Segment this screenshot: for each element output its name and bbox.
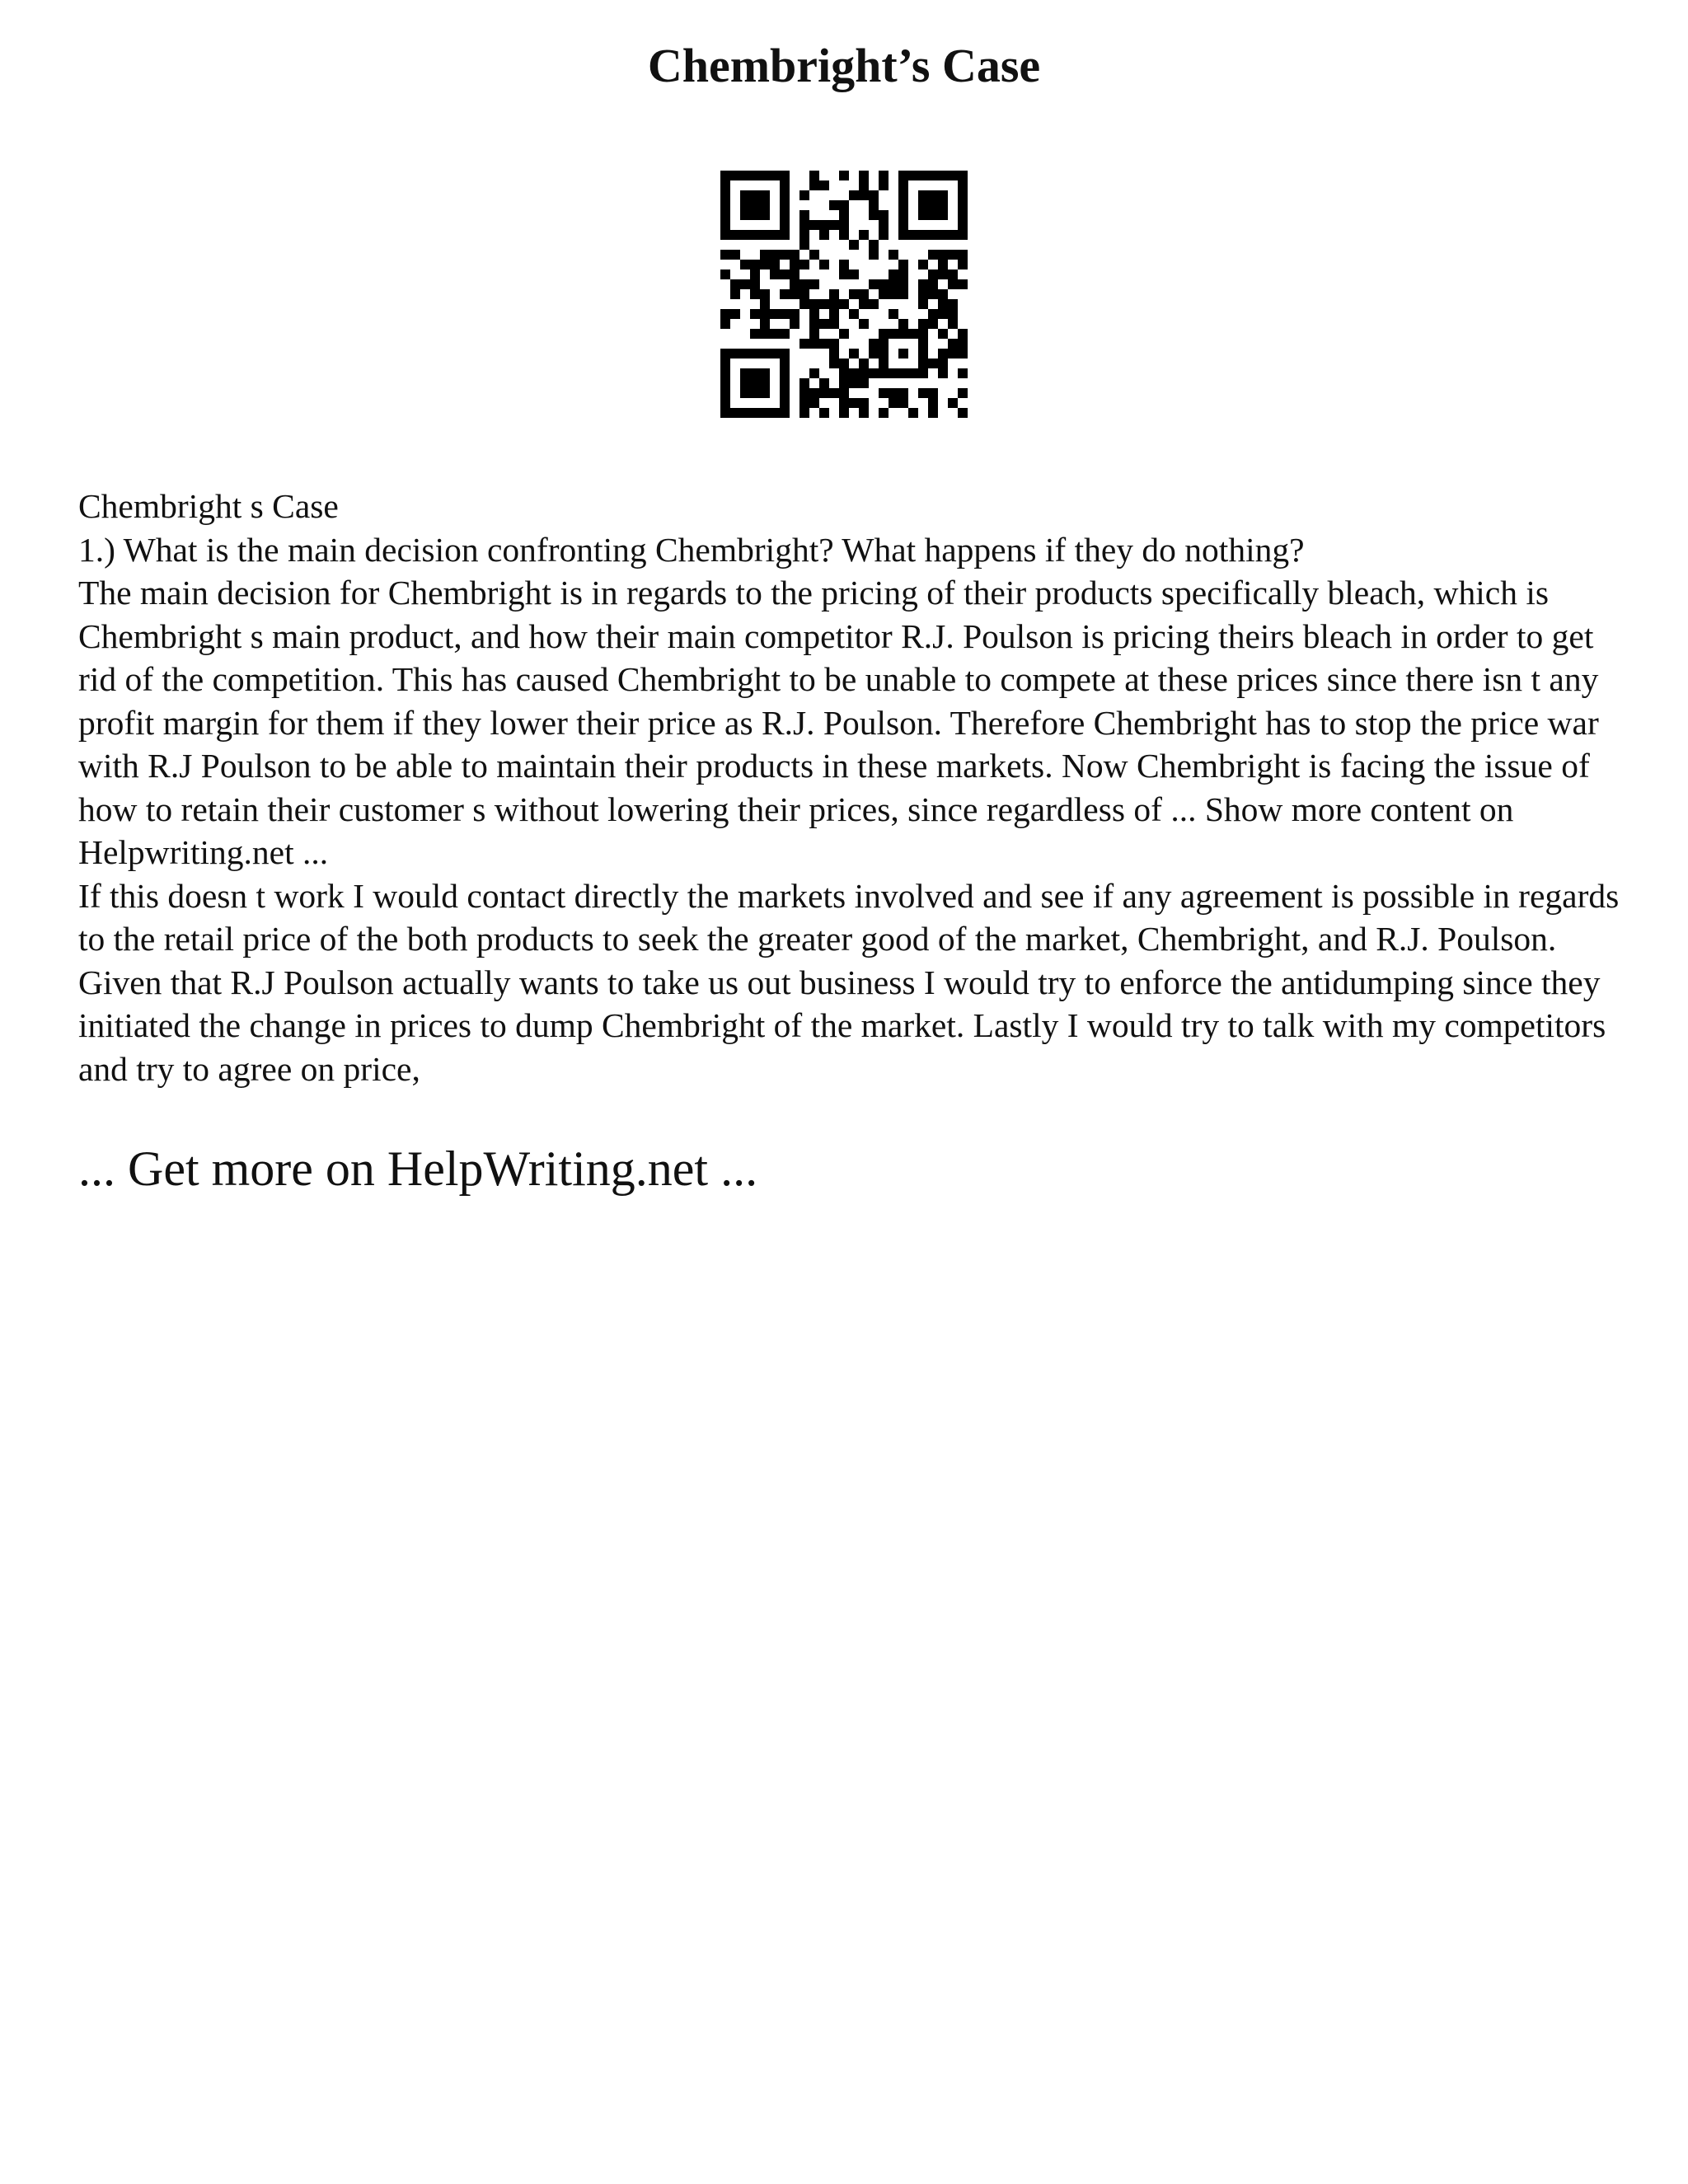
document-body <box>78 485 1628 1090</box>
qr-code-icon <box>720 171 968 418</box>
paragraph-recommendation: If this doesn t work I would contact directly the markets involved and see if any agreement is possible in regards to the retail price of the both products to seek the greater good of the market, Chembright, and R.J. Poulson. Given that R.J Poulson actually wants to take us out business I would try to enforce the antidumping since they initiated the change in prices to dump Chembright of the market. Lastly I would try to talk with my competitors and try to agree on price, <box>78 876 1620 1088</box>
get-more-link[interactable]: ... Get more on HelpWriting.net ... <box>78 1141 758 1196</box>
paragraph-answer: The main decision for Chembright is in regards to the pricing of their products specifically bleach, which is Chembright s main product, and how their main competitor R.J. Poulson is pricing theirs bleach in order to get rid of the competition. This has caused Chembright to be unable to compete at these prices since there isn t any profit margin for them if they lower their price as R.J. Poulson. Therefore Chembright has to stop the price war with R.J Poulson to be able to maintain their products in these markets. Now Chembright is facing the issue of how to retain their customer s without lowering their prices, since regardless of ... Show more content on Helpwriting.net ... <box>78 574 1599 871</box>
paragraph-question: 1.) What is the main decision confronting Chembright? What happens if they do nothing? <box>78 530 1305 569</box>
document-title: Chembright’s Case <box>647 39 1041 92</box>
paragraph-heading: Chembright s Case <box>78 487 339 525</box>
